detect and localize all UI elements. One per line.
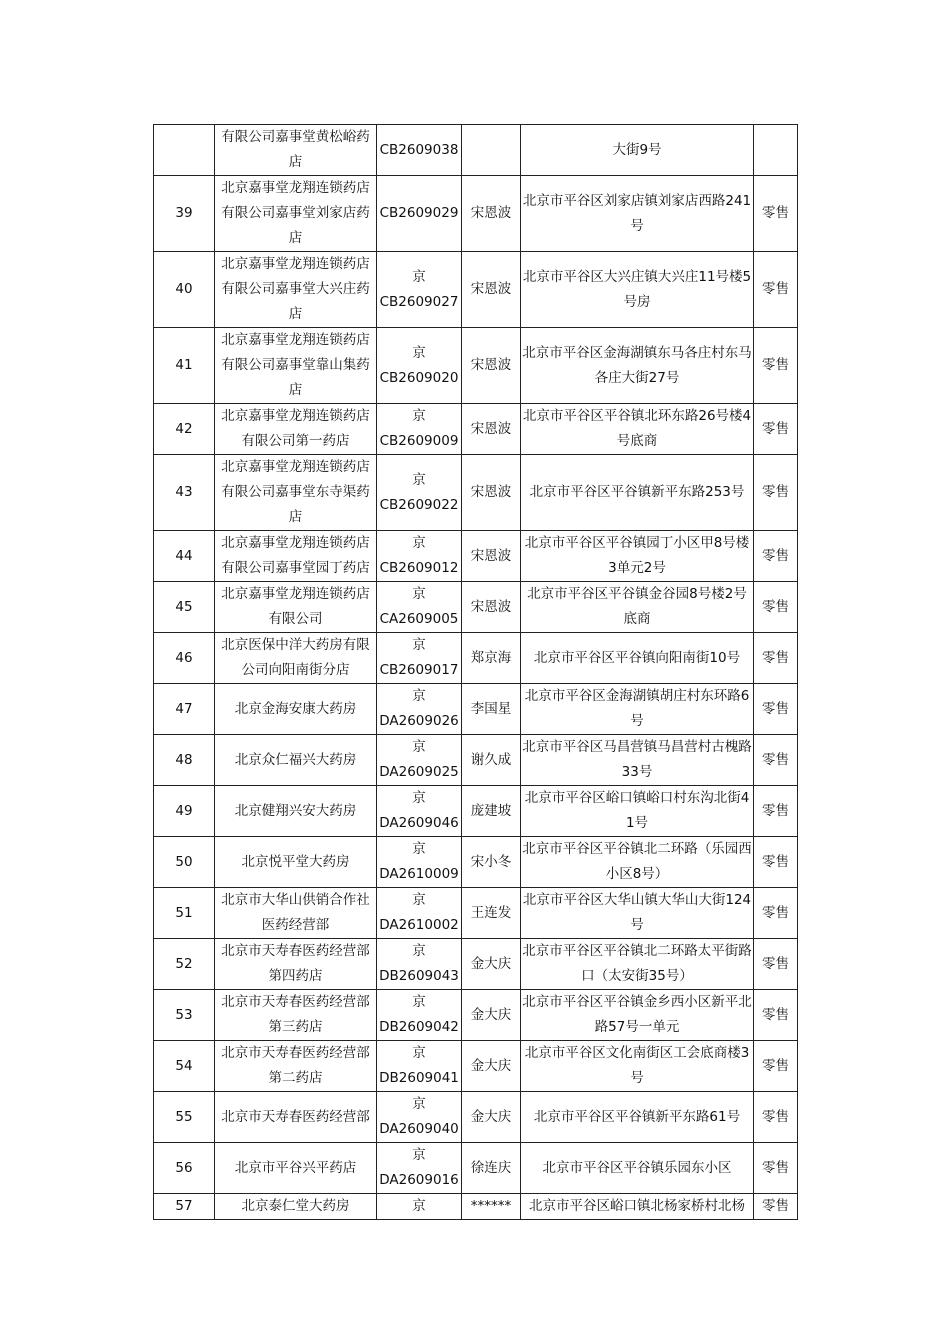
table-row bbox=[154, 939, 798, 990]
business-type: 零售 bbox=[754, 328, 798, 404]
license-code: CB2609017 bbox=[379, 662, 459, 678]
store-name: 北京嘉事堂龙翔连锁药店有限公司嘉事堂靠山集药店 bbox=[215, 328, 377, 404]
store-name: 北京嘉事堂龙翔连锁药店有限公司 bbox=[215, 582, 377, 633]
store-name: 北京嘉事堂龙翔连锁药店有限公司嘉事堂东寺渠药店 bbox=[215, 455, 377, 531]
row-number: 55 bbox=[154, 1092, 215, 1143]
license-number bbox=[377, 888, 462, 939]
store-address: 北京市平谷区平谷镇北环东路26号楼4号底商 bbox=[521, 404, 754, 455]
table-row bbox=[154, 1041, 798, 1092]
license-code: CB2609022 bbox=[379, 496, 459, 513]
license-prefix: 京 bbox=[412, 344, 426, 361]
license-prefix: 京 bbox=[412, 535, 426, 551]
license-prefix: 京 bbox=[412, 637, 426, 653]
store-name: 北京泰仁堂大药房 bbox=[215, 1194, 377, 1220]
responsible-person: 庞建坡 bbox=[462, 786, 521, 837]
license-number bbox=[377, 939, 462, 990]
license-prefix: 京 bbox=[412, 892, 426, 908]
responsible-person: 宋恩波 bbox=[462, 531, 521, 582]
business-type: 零售 bbox=[754, 252, 798, 328]
responsible-person: 宋恩波 bbox=[462, 455, 521, 531]
business-type: 零售 bbox=[754, 837, 798, 888]
row-number: 40 bbox=[154, 252, 215, 328]
store-name: 北京市天寿春医药经营部第四药店 bbox=[215, 939, 377, 990]
table-row bbox=[154, 888, 798, 939]
responsible-person: 宋恩波 bbox=[462, 328, 521, 404]
store-name: 北京金海安康大药房 bbox=[215, 684, 377, 735]
license-code: CA2609005 bbox=[379, 611, 459, 627]
table-row bbox=[154, 176, 798, 252]
license-code: CB2609029 bbox=[379, 205, 459, 221]
license-number bbox=[377, 1041, 462, 1092]
license-code: DB2609043 bbox=[379, 968, 459, 984]
store-address: 北京市平谷区平谷镇北二环路（乐园西小区8号） bbox=[521, 837, 754, 888]
responsible-person: 宋恩波 bbox=[462, 404, 521, 455]
responsible-person: 金大庆 bbox=[462, 1092, 521, 1143]
business-type: 零售 bbox=[754, 990, 798, 1041]
table-row bbox=[154, 735, 798, 786]
business-type bbox=[754, 125, 798, 176]
license-prefix: 京 bbox=[412, 790, 426, 806]
store-address: 北京市平谷区平谷镇园丁小区甲8号楼3单元2号 bbox=[521, 531, 754, 582]
business-type: 零售 bbox=[754, 888, 798, 939]
row-number: 51 bbox=[154, 888, 215, 939]
store-name: 北京嘉事堂龙翔连锁药店有限公司嘉事堂大兴庄药店 bbox=[215, 252, 377, 328]
responsible-person: 李国星 bbox=[462, 684, 521, 735]
business-type: 零售 bbox=[754, 176, 798, 252]
license-number bbox=[377, 990, 462, 1041]
table-body bbox=[154, 125, 798, 1220]
table-row bbox=[154, 1143, 798, 1194]
license-code: DB2609042 bbox=[379, 1019, 459, 1035]
responsible-person: 金大庆 bbox=[462, 939, 521, 990]
row-number: 41 bbox=[154, 328, 215, 404]
license-code: DA2609040 bbox=[379, 1121, 459, 1137]
row-number: 56 bbox=[154, 1143, 215, 1194]
store-address: 北京市平谷区金海湖镇东马各庄村东马各庄大街27号 bbox=[521, 328, 754, 404]
table-row bbox=[154, 684, 798, 735]
store-address: 北京市平谷区金海湖镇胡庄村东环路6号 bbox=[521, 684, 754, 735]
row-number: 49 bbox=[154, 786, 215, 837]
license-code: CB2609012 bbox=[379, 560, 459, 576]
license-prefix: 京 bbox=[412, 943, 426, 959]
table-row bbox=[154, 582, 798, 633]
business-type: 零售 bbox=[754, 735, 798, 786]
row-number: 39 bbox=[154, 176, 215, 252]
row-number: 47 bbox=[154, 684, 215, 735]
license-code: CB2609009 bbox=[379, 433, 459, 449]
license-prefix: 京 bbox=[412, 841, 426, 857]
store-name: 北京市大华山供销合作社医药经营部 bbox=[215, 888, 377, 939]
pharmacy-register-table bbox=[153, 124, 798, 1220]
store-name: 北京健翔兴安大药房 bbox=[215, 786, 377, 837]
business-type: 零售 bbox=[754, 633, 798, 684]
license-number bbox=[377, 328, 462, 404]
table-row bbox=[154, 404, 798, 455]
store-name: 北京市天寿春医药经营部第二药店 bbox=[215, 1041, 377, 1092]
store-name: 北京嘉事堂龙翔连锁药店有限公司嘉事堂刘家店药店 bbox=[215, 176, 377, 252]
license-code: CB2609038 bbox=[379, 141, 459, 158]
store-address: 北京市平谷区刘家店镇刘家店西路241号 bbox=[521, 176, 754, 252]
store-address: 北京市平谷区平谷镇向阳南街10号 bbox=[521, 633, 754, 684]
store-address: 北京市平谷区马昌营镇马昌营村古槐路33号 bbox=[521, 735, 754, 786]
license-number bbox=[377, 684, 462, 735]
license-code: DA2609026 bbox=[379, 713, 459, 729]
business-type: 零售 bbox=[754, 1194, 798, 1220]
store-address: 北京市平谷区峪口镇峪口村东沟北街41号 bbox=[521, 786, 754, 837]
license-prefix: 京 bbox=[412, 994, 426, 1010]
table-row bbox=[154, 531, 798, 582]
row-number: 43 bbox=[154, 455, 215, 531]
store-address: 北京市平谷区平谷镇金谷园8号楼2号底商 bbox=[521, 582, 754, 633]
responsible-person: ****** bbox=[462, 1194, 521, 1220]
license-prefix: 京 bbox=[412, 1147, 426, 1163]
license-prefix: 京 bbox=[412, 1198, 426, 1214]
table-row bbox=[154, 125, 798, 176]
responsible-person: 郑京海 bbox=[462, 633, 521, 684]
responsible-person: 宋恩波 bbox=[462, 582, 521, 633]
business-type: 零售 bbox=[754, 684, 798, 735]
license-code: DA2609025 bbox=[379, 764, 459, 780]
responsible-person: 金大庆 bbox=[462, 990, 521, 1041]
table-row bbox=[154, 252, 798, 328]
store-address: 北京市平谷区平谷镇乐园东小区 bbox=[521, 1143, 754, 1194]
row-number: 44 bbox=[154, 531, 215, 582]
license-prefix: 京 bbox=[412, 739, 426, 755]
responsible-person: 王连发 bbox=[462, 888, 521, 939]
store-address: 北京市平谷区文化南街区工会底商楼3号 bbox=[521, 1041, 754, 1092]
license-code: DA2609016 bbox=[379, 1172, 459, 1188]
license-code: DA2610009 bbox=[379, 866, 459, 882]
business-type: 零售 bbox=[754, 939, 798, 990]
responsible-person: 徐连庆 bbox=[462, 1143, 521, 1194]
license-code: CB2609027 bbox=[379, 293, 459, 310]
row-number: 53 bbox=[154, 990, 215, 1041]
store-name: 有限公司嘉事堂黄松峪药店 bbox=[215, 125, 377, 176]
license-number bbox=[377, 252, 462, 328]
business-type: 零售 bbox=[754, 1092, 798, 1143]
license-number bbox=[377, 455, 462, 531]
license-number bbox=[377, 633, 462, 684]
license-number bbox=[377, 1143, 462, 1194]
store-name: 北京医保中洋大药房有限公司向阳南街分店 bbox=[215, 633, 377, 684]
business-type: 零售 bbox=[754, 1041, 798, 1092]
license-number bbox=[377, 1194, 462, 1220]
table-row bbox=[154, 1194, 798, 1220]
business-type: 零售 bbox=[754, 404, 798, 455]
responsible-person: 宋小冬 bbox=[462, 837, 521, 888]
store-address: 大街9号 bbox=[521, 125, 754, 176]
row-number: 57 bbox=[154, 1194, 215, 1220]
license-number bbox=[377, 735, 462, 786]
store-name: 北京悦平堂大药房 bbox=[215, 837, 377, 888]
license-number bbox=[377, 176, 462, 252]
license-code: DB2609041 bbox=[379, 1070, 459, 1086]
license-number bbox=[377, 125, 462, 176]
store-name: 北京嘉事堂龙翔连锁药店有限公司第一药店 bbox=[215, 404, 377, 455]
table-row bbox=[154, 633, 798, 684]
license-number bbox=[377, 786, 462, 837]
responsible-person bbox=[462, 125, 521, 176]
table-row bbox=[154, 328, 798, 404]
responsible-person: 宋恩波 bbox=[462, 252, 521, 328]
responsible-person: 宋恩波 bbox=[462, 176, 521, 252]
business-type: 零售 bbox=[754, 786, 798, 837]
store-name: 北京市天寿春医药经营部 bbox=[215, 1092, 377, 1143]
store-address: 北京市平谷区平谷镇北二环路太平街路口（太安街35号） bbox=[521, 939, 754, 990]
license-number bbox=[377, 531, 462, 582]
license-prefix: 京 bbox=[412, 688, 426, 704]
license-prefix: 京 bbox=[412, 586, 426, 602]
store-name: 北京嘉事堂龙翔连锁药店有限公司嘉事堂园丁药店 bbox=[215, 531, 377, 582]
row-number: 52 bbox=[154, 939, 215, 990]
row-number: 48 bbox=[154, 735, 215, 786]
business-type: 零售 bbox=[754, 1143, 798, 1194]
store-name: 北京市天寿春医药经营部第三药店 bbox=[215, 990, 377, 1041]
table-row bbox=[154, 837, 798, 888]
license-prefix: 京 bbox=[412, 268, 426, 285]
row-number: 50 bbox=[154, 837, 215, 888]
store-address: 北京市平谷区平谷镇新平东路253号 bbox=[521, 455, 754, 531]
license-number bbox=[377, 837, 462, 888]
license-prefix: 京 bbox=[412, 408, 426, 424]
license-number bbox=[377, 1092, 462, 1143]
row-number: 45 bbox=[154, 582, 215, 633]
row-number: 54 bbox=[154, 1041, 215, 1092]
license-number bbox=[377, 404, 462, 455]
row-number: 46 bbox=[154, 633, 215, 684]
business-type: 零售 bbox=[754, 582, 798, 633]
license-prefix: 京 bbox=[412, 1045, 426, 1061]
business-type: 零售 bbox=[754, 531, 798, 582]
table-row bbox=[154, 455, 798, 531]
store-name: 北京市平谷兴平药店 bbox=[215, 1143, 377, 1194]
store-address: 北京市平谷区平谷镇新平东路61号 bbox=[521, 1092, 754, 1143]
store-address: 北京市平谷区大华山镇大华山大街124号 bbox=[521, 888, 754, 939]
table-row bbox=[154, 990, 798, 1041]
responsible-person: 谢久成 bbox=[462, 735, 521, 786]
row-number bbox=[154, 125, 215, 176]
store-address: 北京市平谷区峪口镇北杨家桥村北杨 bbox=[521, 1194, 754, 1220]
table-row bbox=[154, 786, 798, 837]
license-number bbox=[377, 582, 462, 633]
license-prefix: 京 bbox=[412, 471, 426, 488]
store-address: 北京市平谷区平谷镇金乡西小区新平北路57号一单元 bbox=[521, 990, 754, 1041]
row-number: 42 bbox=[154, 404, 215, 455]
table-row bbox=[154, 1092, 798, 1143]
license-prefix: 京 bbox=[412, 1096, 426, 1112]
license-code: CB2609020 bbox=[379, 369, 459, 386]
business-type: 零售 bbox=[754, 455, 798, 531]
responsible-person: 金大庆 bbox=[462, 1041, 521, 1092]
store-name: 北京众仁福兴大药房 bbox=[215, 735, 377, 786]
license-code: DA2610002 bbox=[379, 917, 459, 933]
store-address: 北京市平谷区大兴庄镇大兴庄11号楼5号房 bbox=[521, 252, 754, 328]
license-code: DA2609046 bbox=[379, 815, 459, 831]
